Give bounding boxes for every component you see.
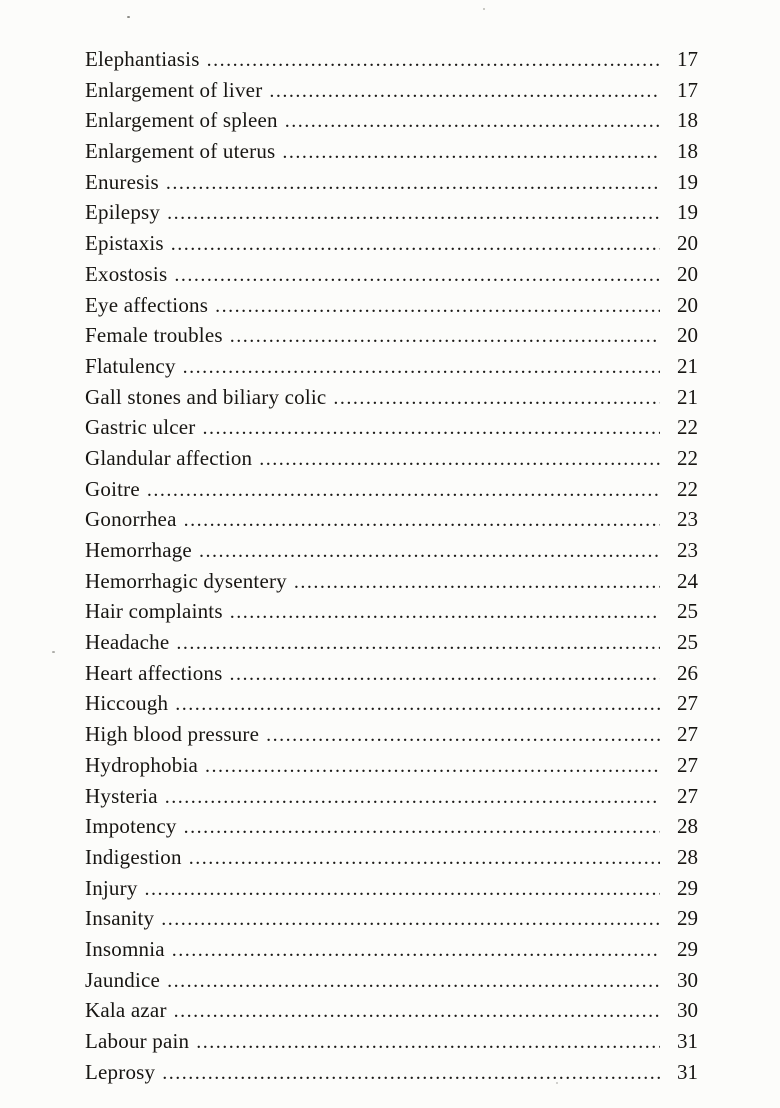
dot-leader xyxy=(282,136,660,168)
scan-speck xyxy=(52,651,55,653)
dot-leader xyxy=(145,873,660,905)
scan-speck xyxy=(483,8,485,10)
toc-entry-title: Eye affections xyxy=(85,292,209,317)
dot-leader xyxy=(230,320,660,352)
toc-entry-title: Jaundice xyxy=(85,967,161,992)
dot-leader xyxy=(175,688,660,720)
toc-entry xyxy=(85,44,698,75)
toc-entry xyxy=(85,412,698,443)
toc-entry-page: 18 xyxy=(677,139,698,164)
toc-entry xyxy=(85,811,698,842)
toc-entry-page: 21 xyxy=(677,384,698,409)
toc-entry-page: 25 xyxy=(677,599,698,624)
toc-entry-title: Impotency xyxy=(85,814,177,839)
toc-entry xyxy=(85,688,698,719)
toc-entry-page: 30 xyxy=(677,967,698,992)
toc-entry-page: 23 xyxy=(677,538,698,562)
dot-leader xyxy=(167,197,660,229)
toc-entry-title: Enuresis xyxy=(85,169,159,194)
dot-leader xyxy=(269,75,660,107)
dot-leader xyxy=(202,412,660,444)
toc-entry-title: Enlargement of liver xyxy=(85,77,263,102)
toc-entry-page: 29 xyxy=(677,875,698,900)
toc-entry-title: Hair complaints xyxy=(85,599,223,624)
scan-speck xyxy=(127,16,130,18)
dot-leader xyxy=(230,658,661,690)
toc-entry-title: Exostosis xyxy=(85,261,168,286)
toc-entry-title: Elephantiasis xyxy=(85,47,200,71)
dot-leader xyxy=(266,719,660,751)
toc-entry xyxy=(85,75,698,106)
dot-leader xyxy=(161,903,660,935)
toc-entry-page: 28 xyxy=(677,844,698,869)
toc-entry-title: Epistaxis xyxy=(85,231,164,256)
dot-leader xyxy=(189,842,660,874)
toc-entry-title: Labour pain xyxy=(85,1029,190,1053)
dot-leader xyxy=(184,811,660,843)
dot-leader xyxy=(166,167,660,199)
toc-entry xyxy=(85,873,698,904)
dot-leader xyxy=(171,228,660,260)
toc-entry-title: Heart affections xyxy=(85,660,223,685)
toc-entry xyxy=(85,105,698,136)
toc-entry-title: Enlargement of spleen xyxy=(85,108,278,133)
dot-leader xyxy=(207,44,660,76)
toc-entry xyxy=(85,719,698,750)
toc-entry xyxy=(85,136,698,167)
toc-entry-title: Hemorrhage xyxy=(85,538,192,562)
toc-entry xyxy=(85,1026,698,1057)
toc-entry xyxy=(85,382,698,413)
dot-leader xyxy=(172,934,660,966)
dot-leader xyxy=(215,290,660,322)
toc-entry-page: 27 xyxy=(677,691,698,716)
toc-entry xyxy=(85,781,698,812)
toc-entry-title: Gonorrhea xyxy=(85,507,177,532)
toc-entry-page: 24 xyxy=(677,568,698,593)
toc-entry-page: 19 xyxy=(677,169,698,194)
toc-entry xyxy=(85,965,698,996)
toc-entry-title: Hydrophobia xyxy=(85,752,199,777)
toc-entry-title: Hemorrhagic dysentery xyxy=(85,568,287,593)
toc-entry xyxy=(85,1057,698,1088)
toc-entry-page: 20 xyxy=(677,323,698,348)
toc-entry xyxy=(85,566,698,597)
toc-entry-page: 17 xyxy=(677,47,698,71)
dot-leader xyxy=(162,1057,660,1089)
toc-entry xyxy=(85,750,698,781)
toc-entry-page: 22 xyxy=(677,415,698,440)
dot-leader xyxy=(147,474,660,506)
dot-leader xyxy=(174,995,660,1027)
toc-entry-page: 31 xyxy=(677,1029,698,1053)
dot-leader xyxy=(199,535,660,567)
toc-entry-page: 18 xyxy=(677,108,698,133)
toc-entry-title: Epilepsy xyxy=(85,200,161,225)
toc-list xyxy=(85,44,698,1087)
toc-entry-title: Female troubles xyxy=(85,323,223,348)
toc-entry-page: 30 xyxy=(677,998,698,1023)
toc-entry xyxy=(85,627,698,658)
toc-entry-page: 19 xyxy=(677,200,698,225)
toc-entry xyxy=(85,197,698,228)
dot-leader xyxy=(294,566,660,598)
toc-entry-page: 27 xyxy=(677,722,698,747)
dot-leader xyxy=(165,781,660,813)
dot-leader xyxy=(176,627,660,659)
dot-leader xyxy=(333,382,660,414)
toc-entry xyxy=(85,903,698,934)
toc-entry-page: 27 xyxy=(677,752,698,777)
toc-entry xyxy=(85,934,698,965)
toc-entry xyxy=(85,320,698,351)
toc-entry-title: Injury xyxy=(85,875,138,900)
toc-entry-title: Glandular affection xyxy=(85,445,253,470)
toc-entry-title: Gastric ulcer xyxy=(85,415,196,440)
toc-entry xyxy=(85,842,698,873)
toc-entry-page: 23 xyxy=(677,507,698,532)
toc-entry-title: Hiccough xyxy=(85,691,169,716)
dot-leader xyxy=(174,259,660,291)
toc-entry xyxy=(85,443,698,474)
toc-entry-title: Gall stones and biliary colic xyxy=(85,384,327,409)
scan-speck xyxy=(556,1082,558,1084)
toc-entry-page: 21 xyxy=(677,353,698,378)
toc-entry-page: 26 xyxy=(677,660,698,685)
toc-entry-page: 27 xyxy=(677,783,698,808)
toc-entry-page: 28 xyxy=(677,814,698,839)
toc-entry xyxy=(85,290,698,321)
toc-entry-page: 29 xyxy=(677,906,698,931)
dot-leader xyxy=(183,351,660,383)
toc-entry-page: 25 xyxy=(677,630,698,655)
dot-leader xyxy=(196,1026,660,1058)
dot-leader xyxy=(259,443,660,475)
toc-entry-page: 31 xyxy=(677,1059,698,1084)
toc-entry-title: Headache xyxy=(85,630,170,655)
dot-leader xyxy=(167,965,660,997)
toc-entry xyxy=(85,504,698,535)
toc-entry-page: 17 xyxy=(677,77,698,102)
dot-leader xyxy=(184,504,660,536)
toc-entry-page: 22 xyxy=(677,445,698,470)
toc-entry xyxy=(85,474,698,505)
toc-entry xyxy=(85,535,698,566)
toc-entry-title: Flatulency xyxy=(85,353,176,378)
toc-entry-page: 22 xyxy=(677,476,698,501)
toc-entry xyxy=(85,596,698,627)
toc-entry xyxy=(85,995,698,1026)
toc-entry-title: Enlargement of uterus xyxy=(85,139,276,164)
toc-entry-title: Goitre xyxy=(85,476,140,501)
toc-entry-title: High blood pressure xyxy=(85,722,260,747)
toc-entry xyxy=(85,658,698,689)
toc-entry-page: 20 xyxy=(677,231,698,256)
toc-entry xyxy=(85,228,698,259)
toc-entry-title: Leprosy xyxy=(85,1059,156,1084)
toc-entry-title: Insomnia xyxy=(85,936,165,961)
dot-leader xyxy=(285,105,660,137)
toc-entry-page: 20 xyxy=(677,261,698,286)
toc-entry-title: Kala azar xyxy=(85,998,167,1023)
toc-entry xyxy=(85,167,698,198)
toc-entry xyxy=(85,259,698,290)
toc-entry-title: Insanity xyxy=(85,906,155,931)
dot-leader xyxy=(205,750,660,782)
toc-entry-page: 29 xyxy=(677,936,698,961)
toc-entry-title: Hysteria xyxy=(85,783,158,808)
toc-entry-page: 20 xyxy=(677,292,698,317)
toc-entry-title: Indigestion xyxy=(85,844,182,869)
toc-entry xyxy=(85,351,698,382)
dot-leader xyxy=(230,596,660,628)
